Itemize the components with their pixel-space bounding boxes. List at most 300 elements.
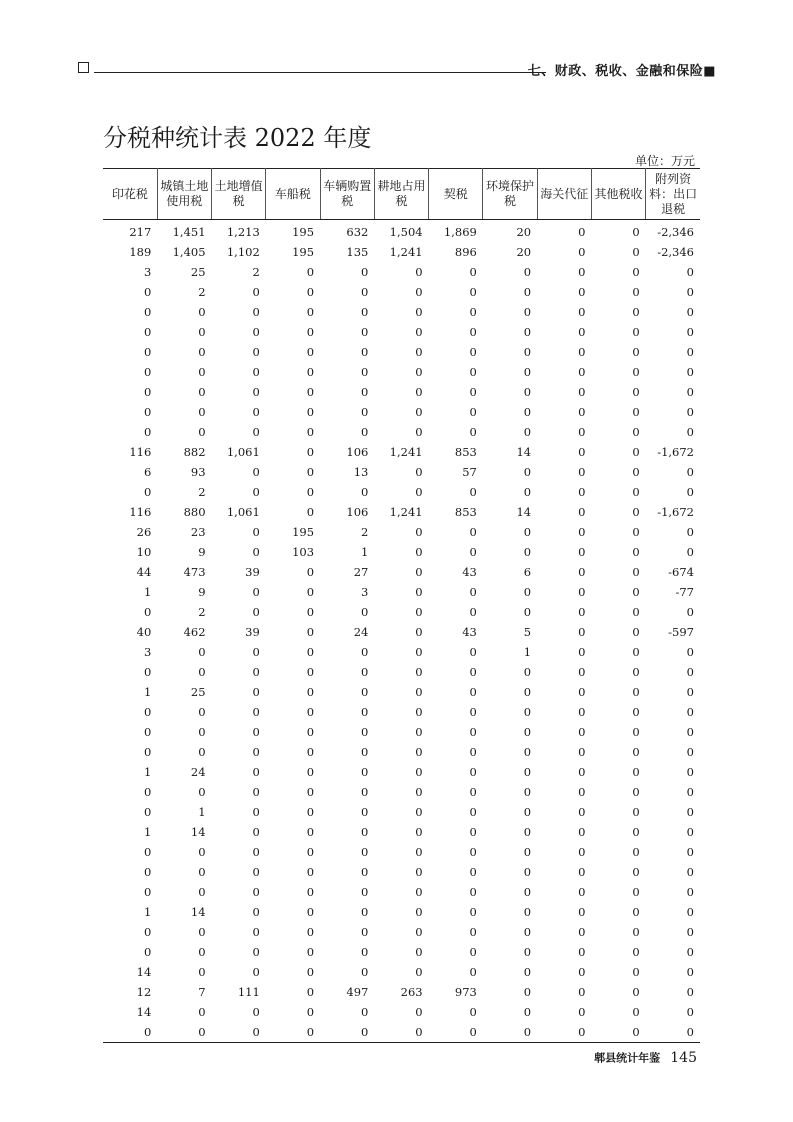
table-cell: 0	[469, 385, 477, 399]
table-cell: 0	[523, 665, 532, 679]
table-cell: 7	[198, 985, 206, 999]
table-cell: 0	[143, 425, 152, 439]
table-cell: 1	[143, 685, 152, 699]
yearbook-name: 郫县统计年鉴	[594, 1051, 661, 1065]
table-cell: 20	[516, 225, 532, 239]
table-cell: 0	[306, 845, 315, 859]
table-cell: 25	[190, 685, 206, 699]
table-cell: 0	[469, 825, 477, 839]
table-cell: 0	[252, 885, 260, 899]
table-cell: 1	[523, 645, 532, 659]
table-cell: 0	[252, 765, 260, 779]
table-cell: 1,241	[389, 245, 423, 259]
table-cell: 0	[632, 765, 640, 779]
table-cell: 0	[632, 265, 640, 279]
table-cell: 0	[143, 485, 152, 499]
table-title: 分税种统计表 2022 年度	[103, 124, 372, 152]
table-cell: 1	[143, 585, 152, 599]
table-cell: -2,346	[657, 225, 694, 239]
table-row	[103, 762, 700, 782]
column-header: 城镇土地使用税	[157, 169, 211, 220]
table-cell: 0	[252, 465, 260, 479]
column-header: 环境保护税	[483, 169, 537, 220]
table-cell: 0	[415, 765, 423, 779]
table-cell: 0	[361, 765, 369, 779]
table-cell: 0	[361, 725, 369, 739]
table-cell: 0	[306, 445, 315, 459]
table-cell: 0	[523, 865, 532, 879]
table-cell: 0	[415, 845, 423, 859]
table-cell: 195	[292, 225, 315, 239]
table-cell: 0	[252, 365, 260, 379]
table-cell: 0	[632, 505, 640, 519]
table-cell: 0	[469, 1005, 477, 1019]
table-cell: 111	[237, 985, 260, 999]
table-row	[103, 322, 700, 342]
table-cell: 1	[198, 805, 206, 819]
table-cell: 880	[183, 505, 206, 519]
table-cell: 0	[632, 985, 640, 999]
table-cell: 106	[346, 505, 369, 519]
table-cell: 0	[306, 605, 315, 619]
table-cell: 0	[469, 725, 477, 739]
table-cell: 0	[578, 805, 586, 819]
table-cell: 0	[306, 665, 315, 679]
page-footer	[594, 1047, 697, 1066]
table-cell: 0	[686, 945, 694, 959]
table-cell: 0	[686, 985, 694, 999]
table-cell: 0	[686, 285, 694, 299]
table-cell: 0	[469, 865, 477, 879]
table-cell: 1,504	[389, 225, 423, 239]
table-cell: 0	[578, 385, 586, 399]
table-cell: 0	[469, 345, 477, 359]
table-cell: 0	[306, 865, 315, 879]
table-row	[103, 1002, 700, 1022]
table-cell: 14	[136, 965, 152, 979]
table-cell: 0	[198, 1025, 206, 1039]
table-cell: 0	[686, 365, 694, 379]
table-cell: 0	[686, 605, 694, 619]
column-header: 其他税收	[591, 169, 645, 220]
table-cell: 0	[469, 965, 477, 979]
table-row	[103, 622, 700, 642]
table-cell: 0	[632, 945, 640, 959]
table-cell: 0	[306, 705, 315, 719]
table-row	[103, 220, 700, 243]
table-cell: 0	[415, 825, 423, 839]
table-cell: 0	[361, 385, 369, 399]
table-cell: 0	[306, 485, 315, 499]
table-cell: 0	[578, 485, 586, 499]
table-cell: 0	[252, 305, 260, 319]
table-cell: 0	[252, 605, 260, 619]
table-cell: 0	[578, 245, 586, 259]
table-cell: 0	[632, 565, 640, 579]
table-cell: 0	[469, 605, 477, 619]
table-cell: 0	[415, 385, 423, 399]
table-cell: 0	[469, 285, 477, 299]
table-cell: 0	[523, 845, 532, 859]
table-cell: 0	[578, 445, 586, 459]
table-cell: -77	[675, 585, 694, 599]
table-cell: 217	[129, 225, 152, 239]
table-cell: 0	[415, 485, 423, 499]
table-cell: 0	[143, 285, 152, 299]
table-cell: 0	[361, 665, 369, 679]
table-cell: 0	[469, 645, 477, 659]
table-cell: 0	[578, 465, 586, 479]
table-cell: 0	[578, 665, 586, 679]
table-cell: 189	[129, 245, 152, 259]
column-header: 海关代征	[537, 169, 591, 220]
table-cell: 632	[346, 225, 369, 239]
table-cell: 1	[361, 545, 369, 559]
table-cell: 0	[686, 525, 694, 539]
column-header: 土地增值税	[212, 169, 266, 220]
table-cell: 0	[415, 585, 423, 599]
table-cell: 0	[306, 945, 315, 959]
table-cell: 6	[523, 565, 532, 579]
table-cell: 0	[252, 525, 260, 539]
table-cell: 0	[143, 845, 152, 859]
tax-table	[103, 168, 700, 1043]
table-cell: 0	[523, 985, 532, 999]
table-cell: 0	[361, 845, 369, 859]
header-row	[103, 169, 700, 220]
table-cell: 0	[252, 645, 260, 659]
table-row	[103, 942, 700, 962]
table-cell: 0	[361, 785, 369, 799]
table-cell: 0	[632, 665, 640, 679]
table-cell: 40	[136, 625, 152, 639]
table-cell: -1,672	[657, 505, 694, 519]
table-cell: 39	[245, 625, 260, 639]
table-cell: 0	[632, 305, 640, 319]
table-cell: 0	[306, 425, 315, 439]
table-cell: 0	[469, 745, 477, 759]
table-cell: 14	[516, 445, 532, 459]
table-cell: 0	[198, 725, 206, 739]
table-cell: 0	[632, 825, 640, 839]
table-cell: 0	[361, 645, 369, 659]
table-cell: 0	[523, 265, 532, 279]
table-cell: 0	[198, 925, 206, 939]
table-cell: 0	[686, 305, 694, 319]
table-cell: 1,102	[226, 245, 260, 259]
table-cell: 0	[632, 725, 640, 739]
table-cell: 2	[361, 525, 369, 539]
table-cell: 23	[190, 525, 206, 539]
table-cell: 103	[292, 545, 315, 559]
table-cell: 0	[198, 705, 206, 719]
table-cell: 6	[143, 465, 152, 479]
table-cell: 0	[523, 785, 532, 799]
table-cell: 0	[198, 845, 206, 859]
table-cell: 0	[686, 645, 694, 659]
table-cell: 0	[523, 745, 532, 759]
table-cell: 2	[252, 265, 260, 279]
table-cell: 0	[415, 285, 423, 299]
table-cell: 0	[578, 605, 586, 619]
table-cell: 0	[361, 905, 369, 919]
table-cell: 0	[198, 325, 206, 339]
table-cell: 0	[252, 385, 260, 399]
table-cell: 0	[578, 225, 586, 239]
table-cell: 0	[306, 385, 315, 399]
table-cell: 0	[523, 325, 532, 339]
table-cell: 0	[632, 585, 640, 599]
table-cell: 1,061	[226, 445, 260, 459]
table-cell: 1	[143, 765, 152, 779]
table-cell: 116	[129, 445, 152, 459]
table-row	[103, 722, 700, 742]
table-cell: 0	[415, 925, 423, 939]
table-row	[103, 562, 700, 582]
table-cell: 0	[632, 885, 640, 899]
table-cell: 0	[143, 885, 152, 899]
header-rule	[94, 72, 546, 73]
table-cell: 0	[252, 405, 260, 419]
table-cell: 0	[578, 745, 586, 759]
table-cell: 0	[469, 485, 477, 499]
table-row	[103, 442, 700, 462]
table-cell: 0	[252, 325, 260, 339]
page-header	[78, 60, 716, 78]
table-cell: 0	[523, 725, 532, 739]
table-cell: 0	[415, 725, 423, 739]
table-cell: 0	[415, 665, 423, 679]
table-cell: 0	[523, 805, 532, 819]
table-cell: 0	[632, 405, 640, 419]
table-cell: 0	[252, 705, 260, 719]
table-cell: -1,672	[657, 445, 694, 459]
table-cell: 0	[686, 905, 694, 919]
table-cell: 1,241	[389, 445, 423, 459]
table-cell: 0	[578, 1005, 586, 1019]
table-cell: 0	[523, 385, 532, 399]
table-cell: 0	[415, 945, 423, 959]
table-cell: 0	[632, 225, 640, 239]
table-cell: 0	[361, 705, 369, 719]
table-cell: 0	[252, 905, 260, 919]
table-row	[103, 662, 700, 682]
table-cell: 0	[361, 825, 369, 839]
table-row	[103, 642, 700, 662]
table-cell: 0	[415, 525, 423, 539]
table-row	[103, 462, 700, 482]
table-cell: 0	[252, 945, 260, 959]
table-cell: 896	[454, 245, 477, 259]
table-cell: 0	[578, 645, 586, 659]
table-cell: 195	[292, 245, 315, 259]
page-number: 145	[670, 1049, 697, 1066]
table-cell: 0	[469, 925, 477, 939]
table-cell: 0	[469, 525, 477, 539]
table-cell: 0	[523, 465, 532, 479]
table-cell: 0	[523, 1005, 532, 1019]
table-cell: 0	[523, 605, 532, 619]
table-cell: 0	[306, 765, 315, 779]
table-cell: 0	[361, 605, 369, 619]
table-cell: 14	[516, 505, 532, 519]
table-cell: 0	[252, 665, 260, 679]
table-cell: 0	[198, 425, 206, 439]
table-cell: 0	[686, 845, 694, 859]
table-cell: 0	[306, 465, 315, 479]
table-cell: 0	[143, 665, 152, 679]
table-cell: 0	[198, 305, 206, 319]
table-cell: 0	[523, 305, 532, 319]
table-cell: 0	[306, 505, 315, 519]
table-cell: 0	[415, 405, 423, 419]
table-cell: 14	[136, 1005, 152, 1019]
table-cell: 0	[686, 265, 694, 279]
table-cell: 0	[143, 705, 152, 719]
table-cell: 0	[415, 965, 423, 979]
table-cell: 0	[361, 425, 369, 439]
table-cell: 263	[400, 985, 423, 999]
table-cell: 0	[361, 1025, 369, 1039]
table-cell: 0	[252, 745, 260, 759]
table-cell: 0	[415, 885, 423, 899]
table-body	[103, 220, 700, 1043]
table-cell: 0	[361, 745, 369, 759]
table-cell: 882	[183, 445, 206, 459]
table-cell: 0	[198, 745, 206, 759]
table-cell: 106	[346, 445, 369, 459]
table-cell: 0	[632, 845, 640, 859]
table-cell: 0	[252, 965, 260, 979]
table-cell: 0	[198, 785, 206, 799]
table-cell: 0	[361, 285, 369, 299]
table-cell: 0	[523, 545, 532, 559]
table-cell: 0	[306, 585, 315, 599]
table-cell: 1,241	[389, 505, 423, 519]
table-cell: 0	[578, 625, 586, 639]
table-cell: 0	[578, 265, 586, 279]
table-cell: 0	[252, 285, 260, 299]
table-cell: 0	[252, 845, 260, 859]
table-cell: 0	[306, 925, 315, 939]
table-row	[103, 522, 700, 542]
table-row	[103, 342, 700, 362]
table-cell: 0	[252, 865, 260, 879]
table-cell: 0	[306, 885, 315, 899]
table-cell: 0	[469, 425, 477, 439]
table-row	[103, 802, 700, 822]
table-row	[103, 422, 700, 442]
table-cell: 0	[415, 905, 423, 919]
table-cell: 0	[415, 745, 423, 759]
table-cell: 0	[523, 825, 532, 839]
table-cell: 0	[198, 945, 206, 959]
table-cell: 0	[469, 945, 477, 959]
table-cell: 0	[469, 325, 477, 339]
table-cell: 44	[136, 565, 152, 579]
table-cell: 0	[198, 365, 206, 379]
table-cell: 0	[686, 785, 694, 799]
table-cell: 12	[136, 985, 152, 999]
table-row	[103, 282, 700, 302]
table-cell: 0	[143, 605, 152, 619]
table-cell: 0	[632, 785, 640, 799]
table-cell: 0	[469, 785, 477, 799]
table-row	[103, 862, 700, 882]
table-cell: 0	[361, 365, 369, 379]
table-row	[103, 582, 700, 602]
table-cell: 0	[578, 585, 586, 599]
table-cell: 0	[143, 805, 152, 819]
unit-label: 单位：万元	[634, 154, 695, 168]
table-row	[103, 262, 700, 282]
table-cell: 0	[306, 985, 315, 999]
table-cell: 0	[361, 945, 369, 959]
table-cell: 0	[686, 745, 694, 759]
table-cell: 0	[632, 425, 640, 439]
table-cell: 0	[306, 305, 315, 319]
table-cell: 0	[632, 705, 640, 719]
table-cell: 0	[198, 665, 206, 679]
table-cell: 0	[415, 1025, 423, 1039]
table-cell: 0	[632, 445, 640, 459]
table-row	[103, 902, 700, 922]
table-row	[103, 242, 700, 262]
table-cell: 0	[632, 545, 640, 559]
table-cell: 0	[306, 365, 315, 379]
table-cell: 27	[353, 565, 369, 579]
table-cell: 26	[136, 525, 152, 539]
table-cell: 0	[686, 345, 694, 359]
table-cell: 0	[686, 405, 694, 419]
table-cell: 0	[415, 565, 423, 579]
table-cell: 0	[306, 1005, 315, 1019]
column-header: 车辆购置税	[320, 169, 374, 220]
table-cell: 0	[469, 705, 477, 719]
table-cell: 0	[632, 385, 640, 399]
table-cell: 0	[632, 1005, 640, 1019]
table-cell: 0	[632, 685, 640, 699]
table-cell: 0	[306, 345, 315, 359]
table-cell: 0	[686, 1025, 694, 1039]
table-cell: 0	[578, 505, 586, 519]
column-header: 附列资料：出口退税	[646, 169, 700, 220]
table-cell: 0	[686, 465, 694, 479]
table-cell: 0	[469, 265, 477, 279]
table-cell: 0	[469, 585, 477, 599]
table-row	[103, 502, 700, 522]
table-cell: 0	[198, 645, 206, 659]
table-cell: 0	[578, 365, 586, 379]
table-cell: 0	[578, 885, 586, 899]
table-cell: 0	[686, 885, 694, 899]
table-row	[103, 842, 700, 862]
table-cell: 0	[306, 645, 315, 659]
table-cell: 24	[353, 625, 369, 639]
table-cell: 93	[190, 465, 206, 479]
table-cell: 853	[454, 505, 477, 519]
table-cell: 0	[143, 345, 152, 359]
table-row	[103, 822, 700, 842]
table-cell: 0	[361, 345, 369, 359]
table-cell: 0	[523, 965, 532, 979]
table-cell: 0	[632, 645, 640, 659]
table-row	[103, 402, 700, 422]
table-cell: -674	[668, 565, 694, 579]
table-cell: 0	[252, 785, 260, 799]
table-cell: 0	[415, 705, 423, 719]
table-cell: 0	[686, 805, 694, 819]
